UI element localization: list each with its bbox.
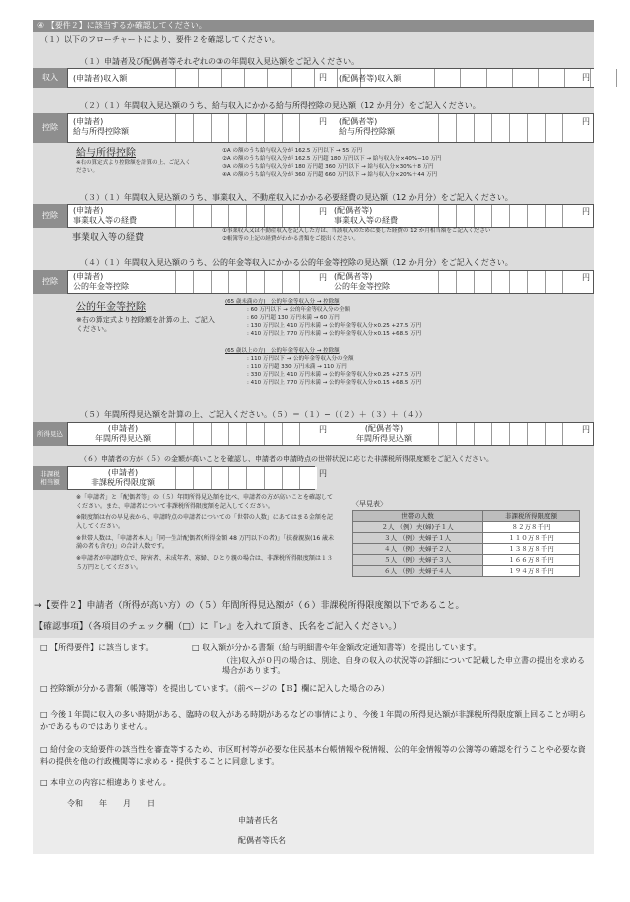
sec6-table-caption: 〈早見表〉 [352,500,387,508]
section-header [33,20,594,32]
sec1-tag: 収入 [33,68,67,88]
sec4-spouse-amount[interactable] [438,271,580,293]
table-row [353,566,580,577]
sec2-note-title: 給与所得控除 [76,148,136,159]
sec4-over65 [225,348,595,388]
sec5-spouse-amount[interactable] [438,423,580,445]
sec1-applicant-unit: 円 [319,73,327,82]
confirm-item-documents[interactable]: □ 収入額が分かる書類（給与明細書や年金額改定通知書等）を提出しています。 [192,643,482,652]
sec3-applicant-amount[interactable] [175,205,317,227]
sec3-applicant-label: (申請者) 事業収入等の経費 [73,206,137,225]
sec2-title: （２）（１）年間収入見込額のうち、給与収入にかかる給与所得控除の見込額（12 か月分）をご記入ください。 [80,101,481,110]
confirm-item-forecast[interactable]: □ 今後１年間に収入の多い時期がある、臨時の収入がある時期があるなどの事情により、今後１年間の所得見込額が非課税所得限度額上回ることが明らかであるものではありません。 [40,710,587,732]
table-header-row [353,511,580,522]
table-row [353,533,580,544]
sec4-rule: : 60 万円以下 → 公的年金等収入分の全額 [247,306,350,313]
sec4-spouse-unit: 円 [582,273,590,282]
sec4-applicant-amount[interactable] [175,271,317,293]
sec2-applicant-unit: 円 [319,117,327,126]
sec4-rule: : 60 万円超 130 万円未満 → 60 万円 [247,314,340,321]
sec3-spouse-label: (配偶者等) 事業収入等の経費 [334,206,398,225]
sec4-over65-head: (65 歳以上の方) 公的年金等収入分 → 控除額 [225,348,340,354]
sec6-note: ※申請者が申請時点で、障害者、未成年者、寡婦、ひとり親の場合は、非課税所得限度額は１３５万円としてください。 [76,555,333,571]
sec4-rule: : 130 万円以上 410 万円未満 → 公的年金等収入分×0.25 +27.5 万円 [247,322,422,329]
applicant-name-label: 申請者氏名 [238,816,278,825]
sec6-note: ※「申請者」と「配偶者等」の（５）年間所得見込額を比べ、申請者の方が高いことを確認してください。また、申請者について非課税所得限度額を記入してください。 [76,494,334,510]
table-header: 非課税所得限度額 [483,511,580,522]
sec3-rules [222,228,594,244]
sec3-rule: ①事業収入又は不動産収入を記入した方は、当該収入のために要した経費の 12 か月相当額をご記入ください [222,228,491,234]
sec5-spouse-label: (配偶者等) 年間所得見込額 [356,424,412,443]
table-header: 世帯の人数 [353,511,483,522]
sec4-rule: : 410 万円以上 770 万円未満 → 公的年金等収入分×0.15 +68.5 万円 [247,379,422,386]
sec6-note: ※限度額は右の早見表から、申請時点の申請者についての「世帯の人数」にあてはまる金額を記入してください。 [76,514,333,531]
header-subtitle: （１）以下のフローチャートにより、要件２を確認してください。 [40,35,280,44]
table-cell: １６６万８千円 [483,555,580,566]
sec2-rules [222,148,592,180]
sec2-rule: ①A の額のうち給与収入分が 162.5 万円以下 → 55 万円 [222,148,363,154]
sec4-under65-head: (65 歳未満の方) 公的年金等収入分 → 控除額 [225,299,340,305]
sec4-spouse-label: (配偶者等) 公的年金等控除 [334,272,390,291]
sec5-applicant-label: (申請者) 年間所得見込額 [95,424,151,443]
sec3-title: （３）（１）年間収入見込額のうち、事業収入、不動産収入にかかる必要経費の見込額（12 か月分）をご記入ください。 [80,193,513,202]
sec5-tag: 所得見込 [33,422,67,446]
sec2-row [67,113,594,143]
table-cell: １９４万８千円 [483,566,580,577]
sec4-note-text: ※右の算定式より控除額を計算の上、ご記入ください。 [76,316,215,333]
table-cell: ４人 （例）夫婦子２人 [353,544,483,555]
table-cell: ６人 （例）夫婦子４人 [353,566,483,577]
sec3-row [67,204,594,228]
sec5-title: （５）年間所得見込額を計算の上、ご記入ください。（５）＝（１）−（（２）＋（３）＋（４）） [80,410,427,419]
sec1-applicant-label: (申請者)収入額 [73,74,128,83]
sec3-spouse-amount[interactable] [438,205,580,227]
confirm-item-income[interactable]: □ 【所得要件】に該当します。 [40,643,154,652]
sec2-spouse-amount[interactable] [438,114,580,142]
sec3-rule: ②帳簿等の上記の経費がわかる書類をご提出ください。 [222,235,359,242]
table-cell: ５人 （例）夫婦子３人 [353,555,483,566]
sec3-applicant-unit: 円 [319,207,327,216]
sec1-spouse-amount[interactable] [434,69,630,87]
confirm-item-truth[interactable]: □ 本申立の内容に相違ありません。 [40,778,171,787]
sec2-spouse-label: (配偶者等) 給与所得控除額 [339,117,395,136]
conclusion-text: →【要件２】申請者（所得が高い方）の（５）年間所得見込額が（６）非課税所得限度額以下であること。 [34,601,465,611]
sec4-tag: 控除 [33,270,67,294]
sec4-applicant-unit: 円 [319,273,327,282]
sec3-note-title: 事業収入等の経費 [72,233,145,243]
table-row [353,555,580,566]
sec3-tag: 控除 [33,204,67,228]
sec4-title: （４）（１）年間収入見込額のうち、公的年金等収入にかかる公的年金等控除の見込額（12 か月分）をご記入ください。 [80,258,513,267]
sec1-title: （１）申請者及び配偶者等それぞれの③の年間収入見込額をご記入ください。 [80,57,360,66]
table-cell: １３８万８千円 [483,544,580,555]
sec4-applicant-label: (申請者) 公的年金等控除 [73,272,129,291]
sec2-rule: ④A の額のうち給与収入分が 360 万円超 660 万円以下 → 給与収入分×20%＋44 万円 [222,171,438,178]
sec5-spouse-unit: 円 [582,425,590,434]
table-cell: ２人 （例）夫(婦)子１人 [353,522,483,533]
table-cell: １１０万８千円 [483,533,580,544]
table-cell: ８２万８千円 [483,522,580,533]
confirm-date[interactable]: 令和 年 月 日 [67,799,155,808]
sec5-row [67,422,594,446]
spouse-name-label: 配偶者等氏名 [238,836,286,845]
table-row [353,544,580,555]
household-table [352,510,580,577]
sec2-tag: 控除 [33,113,67,143]
sec6-row [67,466,327,490]
sec6-note: ※世帯人数は、「申請者本人」「同一生計配偶者(所得金額 48 万円以下の者)」「扶養親族(16 歳未満の者も含む)」の合計人数です。 [76,534,335,551]
header-title: ④ 【要件２】に該当するか確認してください。 [37,21,207,30]
sec6-applicant-unit: 円 [319,469,327,478]
sec5-applicant-unit: 円 [319,425,327,434]
sec1-spouse-label: (配偶者等)収入額 [339,74,402,83]
confirm-title: 【確認事項】（各項目のチェック欄（□）に『レ』を入れて頂き、氏名をご記入ください。） [34,622,402,632]
sec2-applicant-label: (申請者) 給与所得控除額 [73,117,129,136]
sec2-applicant-amount[interactable] [175,114,317,142]
sec6-title: （６）申請者の方が（５）の金額が高いことを確認し、申請者の申請時点の世帯状況に応じた非課税所得限度額をご記入ください。 [80,455,493,463]
sec6-tag: 非課税 相当額 [33,466,67,490]
table-row [353,522,580,533]
sec6-applicant-amount[interactable] [175,467,317,489]
sec2-spouse-unit: 円 [582,117,590,126]
sec1-row [67,68,594,88]
sec2-note-text: ※右の算定式より控除額を計算の上、ご記入ください。 [76,160,191,174]
sec2-rule: ③A の額のうち給与収入分が 180 万円超 360 万円以下 → 給与収入分×30%＋8 万円 [222,163,434,170]
sec4-row [67,270,594,294]
confirm-item-consent[interactable]: □ 給付金の支給要件の該当性を審査等するため、市区町村等が必要な住民基本台帳情報や税情報、公的年金情報等の公簿等の確認を行うことや必要な資料の提供を他の行政機関等に求める・提供することに同意します。 [40,745,586,767]
sec6-applicant-label: (申請者) 非課税所得限度額 [91,468,155,487]
sec4-rule: : 110 万円超 330 万円未満 → 110 万円 [247,363,347,370]
sec4-note-title: 公的年金等控除 [76,302,146,313]
sec1-spouse-unit: 円 [582,73,590,82]
table-cell: ３人 （例）夫婦子１人 [353,533,483,544]
confirm-item-note: （注)収入が０円の場合は、別途、自身の収入の状況等の詳細について記載した申立書の提出を求める場合があります。 [222,656,585,675]
sec4-rule: : 410 万円以上 770 万円未満 → 公的年金等収入分×0.15 +68.5 万円 [247,330,422,337]
confirm-item-deduction[interactable]: □ 控除額が分かる書類（帳簿等）を提出しています。（前ページの【Ｂ】欄に記入した場合のみ） [40,684,390,693]
sec5-applicant-amount[interactable] [175,423,317,445]
sec2-rule: ②A の額のうち給与収入分が 162.5 万円超 180 万円以下 → 給与収入分×40%−10 万円 [222,155,442,162]
applicant-name-field[interactable] [290,826,540,827]
spouse-name-field[interactable] [300,846,540,847]
sec4-rule: : 110 万円以下 → 公的年金等収入分の全額 [247,355,354,362]
sec4-rule: : 330 万円以上 410 万円未満 → 公的年金等収入分×0.25 +27.5 万円 [247,371,422,378]
sec4-under65 [225,299,595,339]
sec3-spouse-unit: 円 [582,207,590,216]
sec6-notes [76,494,338,573]
